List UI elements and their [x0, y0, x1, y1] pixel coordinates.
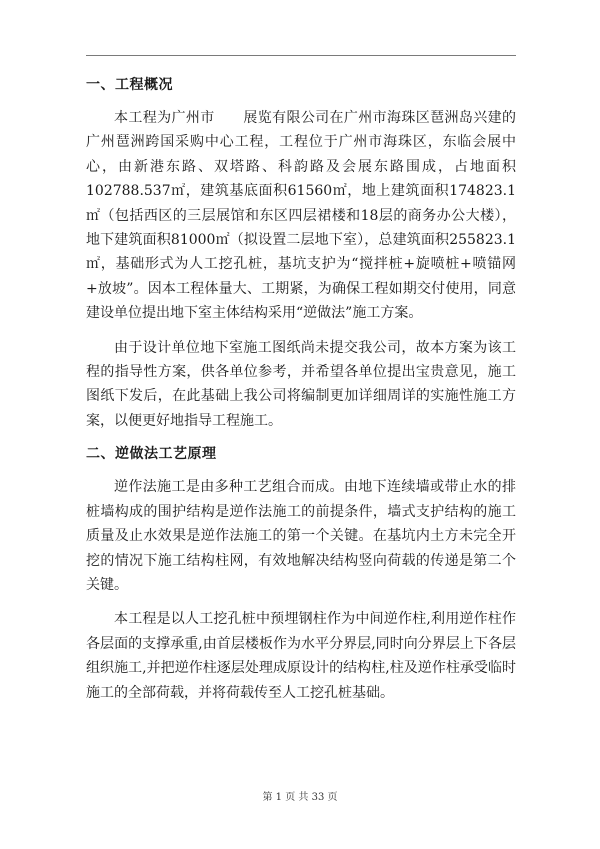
paragraph-guidance: 由于设计单位地下室施工图纸尚未提交我公司，故本方案为该工程的指导性方案，供各单位参考，并希望各单位提出宝贵意见，施工图纸下发后，在此基础上我公司将编制更加详细周详的实施性施工方案，以便更好地指导工程施工。: [86, 339, 516, 429]
section-heading-principle: 二、逆做法工艺原理: [86, 446, 217, 463]
page-number: 第 1 页 共 33 页: [262, 792, 338, 803]
paragraph-principle: 逆作法施工是由多种工艺组合而成。由地下连续墙或带止水的排桩墙构成的围护结构是逆作法施工的前提条件，墙式支护结构的施工质量及止水效果是逆作法施工的第一个关键。在基坑内土方未完全开挖的情况下施工结构柱网，有效地解决结构竖向荷载的传递是第二个关键。: [86, 479, 516, 593]
paragraph-overview: 本工程为广州市 展览有限公司在广州市海珠区琶洲岛兴建的广州琶洲跨国采购中心工程，工程位于广州市海珠区，东临会展中心，由新港东路、双塔路、科韵路及会展东路围成，占地面积102788.537㎡，建筑基底面积61560㎡，地上建筑面积174823.1㎡（包括西区的三层展馆和东区四层裙楼和18层的商务办公大楼），地下建筑面积81000㎡（拟设置二层地下室），总建筑面积255823.1㎡，基础形式为人工挖孔桩，基坑支护为“搅拌桩+旋喷桩+喷锚网+放坡”。因本工程体量大、工期紧，为确保工程如期交付使用，同意建设单位提出地下室主体结构采用“逆做法”施工方案。: [86, 110, 516, 322]
paragraph-method: 本工程是以人工挖孔桩中预埋钢柱作为中间逆作柱,利用逆作柱作各层面的支撑承重,由首层楼板作为水平分界层,同时向分界层上下各层组织施工,并把逆作柱逐层处理成原设计的结构柱,柱及逆作柱承受临时施工的全部荷载，并将荷载传至人工挖孔桩基础。: [86, 611, 516, 701]
document-body: [86, 74, 516, 715]
header-rule: [86, 55, 516, 56]
section-heading-overview: 一、工程概况: [86, 77, 173, 93]
